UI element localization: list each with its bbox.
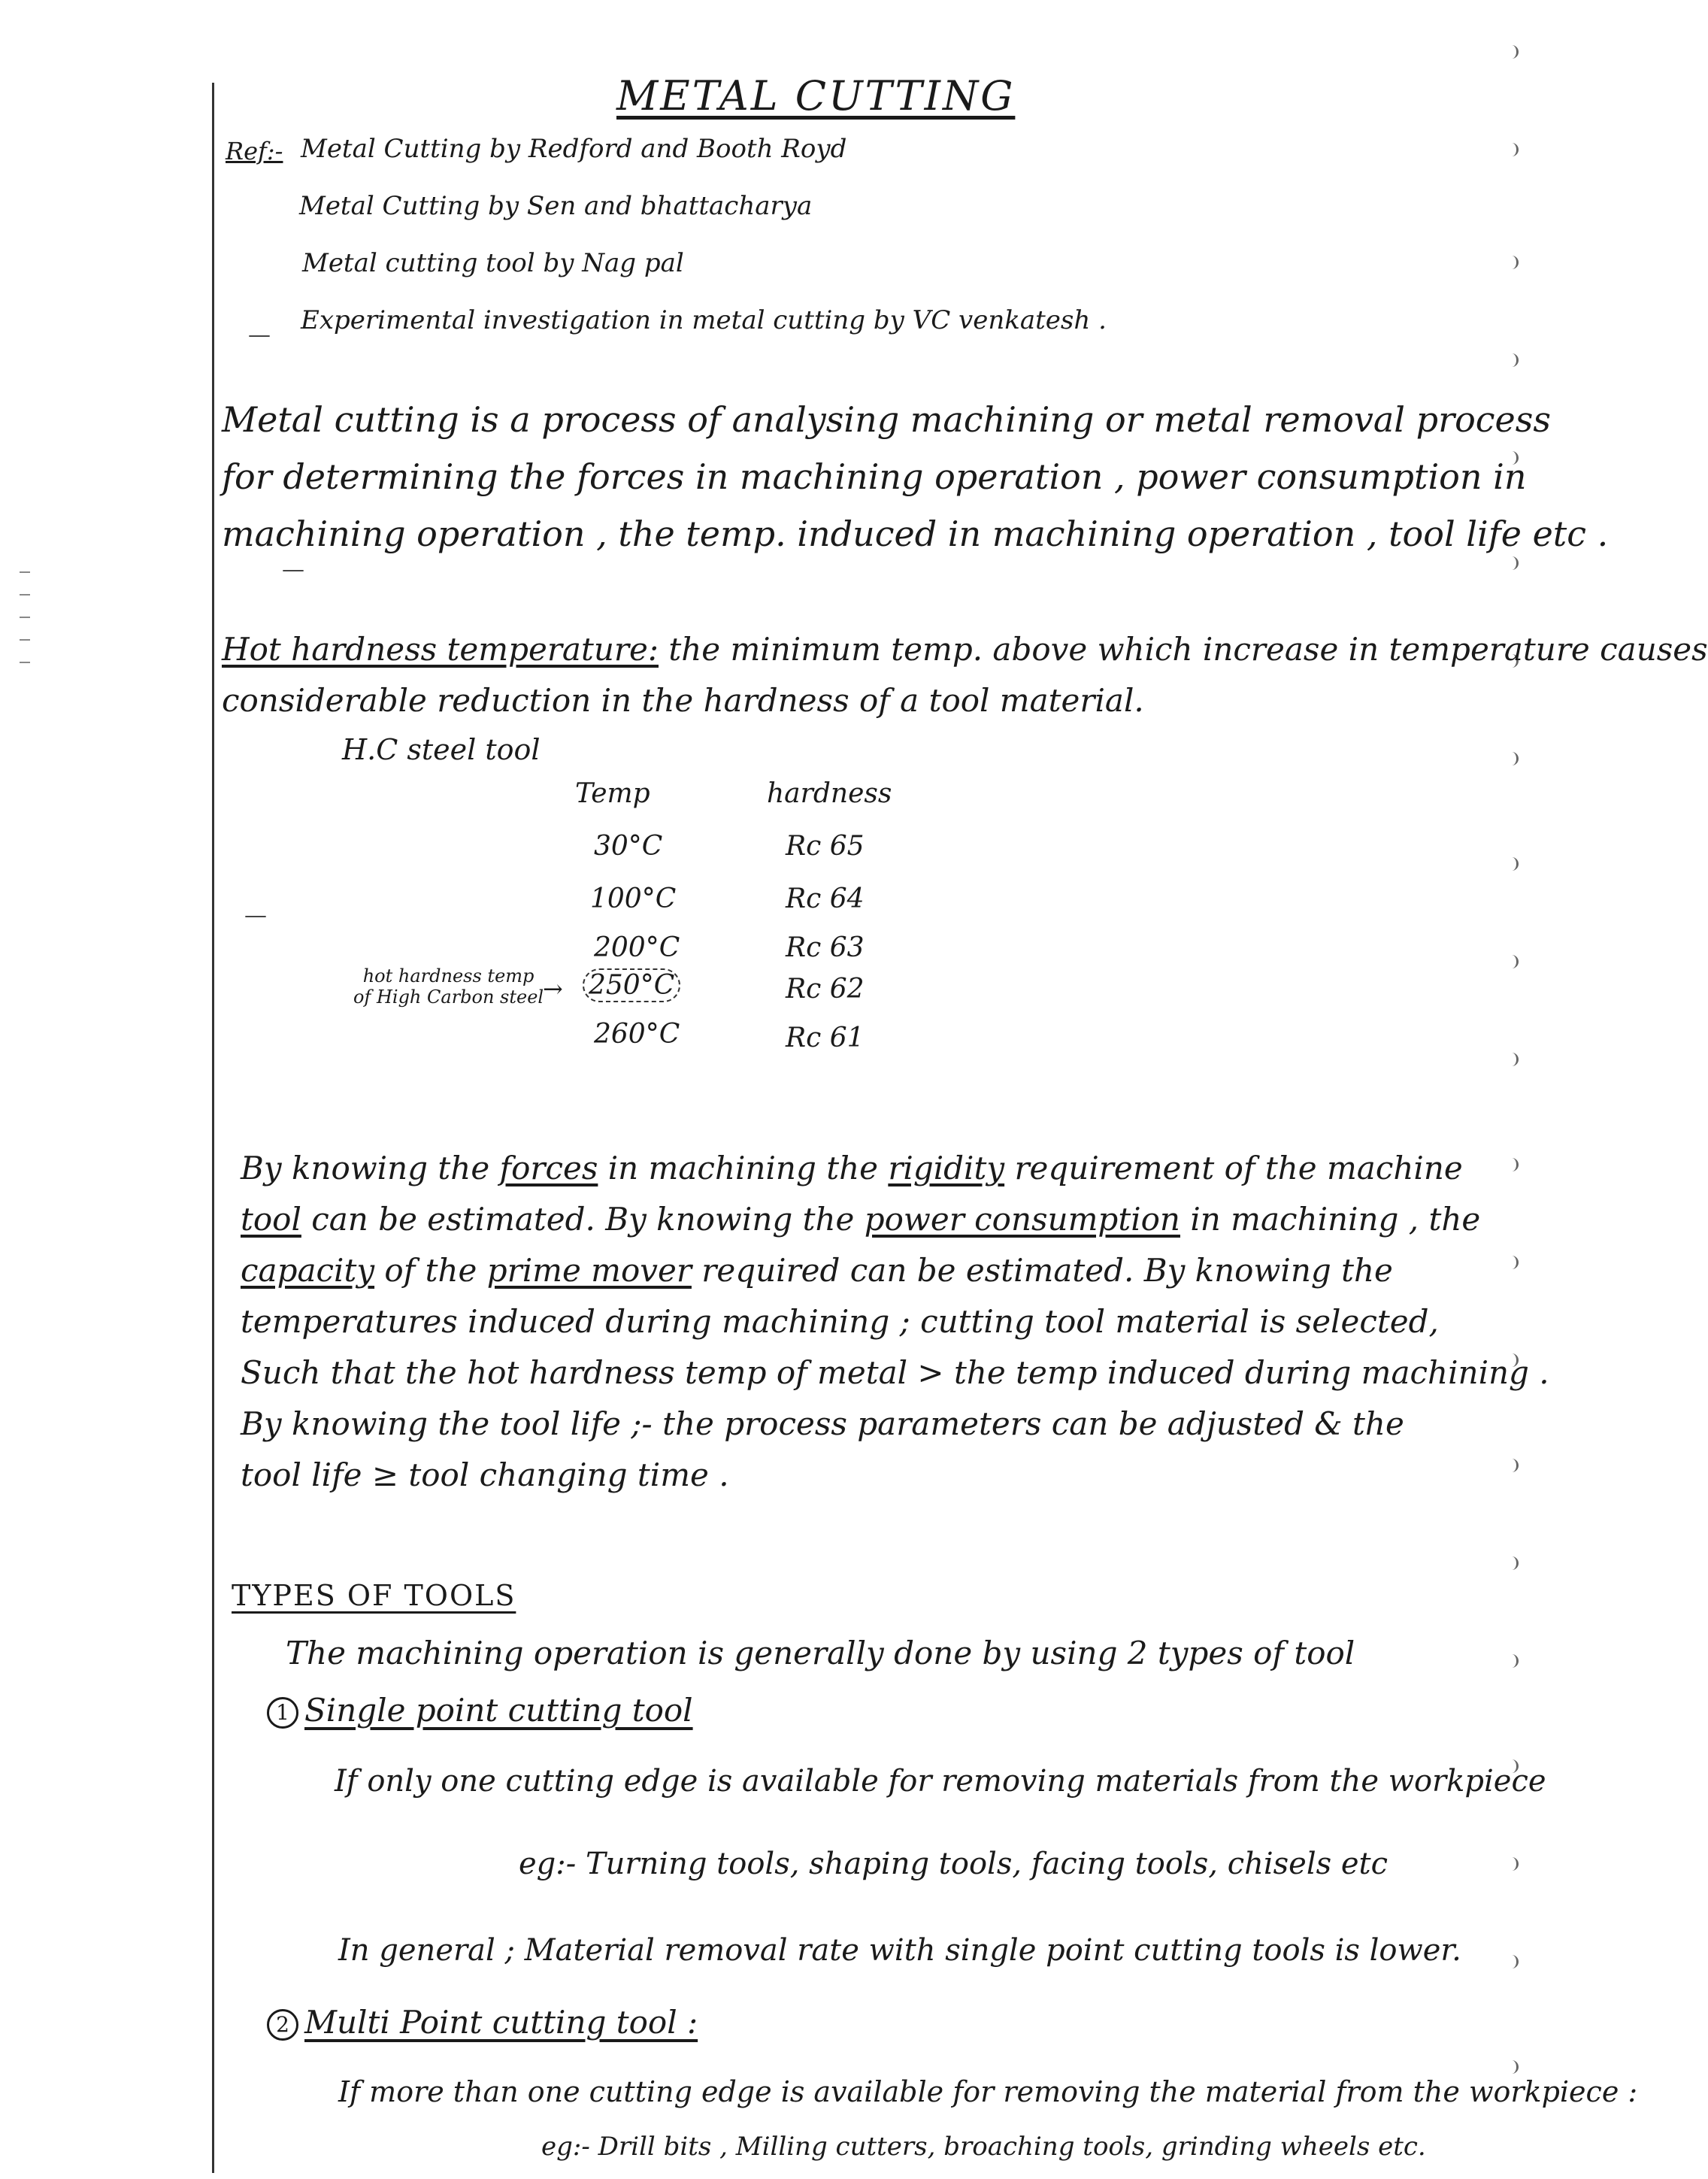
- knowing-line: By knowing the tool life ;- the process parameters can be adjusted & the: [241, 1405, 1404, 1442]
- left-edge-ticks: [20, 571, 30, 684]
- single-point-heading: [267, 1692, 693, 1729]
- annotation-line: of High Carbon steel: [353, 986, 544, 1008]
- number-badge: 1: [267, 1697, 298, 1729]
- column-header-hardness: hardness: [767, 778, 892, 809]
- prime-mover-text: prime mover: [486, 1252, 692, 1289]
- number-badge: 2: [267, 2009, 298, 2041]
- knowing-line: temperatures induced during machining ; cutting tool material is selected,: [241, 1303, 1439, 1340]
- hot-hardness-text: the minimum temp. above which increase in temperature causes: [659, 631, 1708, 668]
- hardness-cell: Rc 62: [786, 974, 865, 1005]
- annotation-line: hot hardness temp: [362, 965, 535, 986]
- binding-holes: [1466, 30, 1534, 2173]
- temp-cell: 100°C: [590, 883, 677, 914]
- knowing-paragraph: By knowing the forces in machining the rigidity requirement of the machine tool can be estimated. By knowing the power consumption in machining , the capacity of the prime mover required can be estimated. By knowing the temperatures induced during machining ; cutting tool material is selected, Such that the hot hardness temp of metal > the temp induced during machining . By knowing the tool life ;- the process parameters can be adjusted & the tool life ≥ tool changing time .: [241, 1143, 1549, 1501]
- temp-cell: 260°C: [594, 1019, 680, 1050]
- column-header-temp: Temp: [575, 778, 650, 809]
- rigidity-text: rigidity: [888, 1150, 1005, 1186]
- power-consumption-text: power consumption: [864, 1201, 1180, 1238]
- knowing-line: tool life ≥ tool changing time .: [241, 1456, 729, 1493]
- definition-paragraph: [222, 391, 1608, 562]
- section-heading: TYPES OF TOOLS: [232, 1579, 516, 1612]
- temp-cell: 200°C: [594, 932, 680, 963]
- hot-hardness-paragraph: [222, 624, 1708, 726]
- hot-hardness-annotation: [353, 965, 544, 1008]
- capacity-text: capacity: [241, 1252, 375, 1289]
- hardness-cell: Rc 63: [786, 932, 865, 963]
- multi-point-heading: [267, 2004, 698, 2041]
- reference-item: Metal Cutting by Sen and bhattacharya: [299, 191, 813, 221]
- multi-point-desc: If more than one cutting edge is available for removing the material from the workpiece :: [338, 2075, 1638, 2108]
- single-point-examples: eg:- Turning tools, shaping tools, facing tools, chisels etc: [519, 1847, 1389, 1881]
- margin-line: [212, 83, 214, 2173]
- temp-cell-highlighted: [583, 970, 680, 1001]
- definition-line: for determining the forces in machining operation , power consumption in: [222, 456, 1527, 497]
- table-title: H.C steel tool: [342, 733, 541, 766]
- temp-cell: 30°C: [594, 831, 663, 862]
- definition-line: Metal cutting is a process of analysing machining or metal removal process: [222, 399, 1551, 440]
- reference-item: Metal cutting tool by Nag pal: [302, 248, 684, 278]
- single-point-note: In general ; Material removal rate with single point cutting tools is lower.: [338, 1933, 1461, 1968]
- references-label: Ref:-: [226, 137, 283, 165]
- hot-hardness-term: Hot hardness temperature:: [222, 631, 659, 668]
- reference-item: Metal Cutting by Redford and Booth Royd: [301, 134, 847, 164]
- dash-mark: —: [244, 902, 267, 929]
- hot-hardness-text: considerable reduction in the hardness of a tool material.: [222, 682, 1144, 719]
- tool-text: tool: [241, 1201, 301, 1238]
- forces-text: forces: [499, 1150, 598, 1186]
- multi-point-title: Multi Point cutting tool :: [304, 2004, 698, 2041]
- hardness-cell: Rc 61: [786, 1023, 865, 1053]
- single-point-desc: If only one cutting edge is available for removing materials from the workpiece: [335, 1764, 1546, 1799]
- temp-circle: 250°C: [583, 968, 680, 1002]
- hardness-cell: Rc 64: [786, 883, 865, 914]
- dash-mark: —: [248, 322, 271, 348]
- arrow-icon: →: [543, 974, 563, 1003]
- multi-point-examples: eg:- Drill bits , Milling cutters, broaching tools, grinding wheels etc.: [541, 2132, 1426, 2162]
- dash-mark: —: [282, 556, 304, 583]
- types-intro: The machining operation is generally done by using 2 types of tool: [286, 1635, 1355, 1671]
- reference-item: Experimental investigation in metal cutting by VC venkatesh .: [301, 305, 1107, 335]
- definition-line: machining operation , the temp. induced in machining operation , tool life etc .: [222, 514, 1609, 554]
- hardness-cell: Rc 65: [786, 831, 865, 862]
- single-point-title: Single point cutting tool: [304, 1692, 693, 1729]
- page-title: METAL CUTTING: [616, 72, 1016, 120]
- knowing-line: Such that the hot hardness temp of metal > the temp induced during machining .: [241, 1354, 1549, 1391]
